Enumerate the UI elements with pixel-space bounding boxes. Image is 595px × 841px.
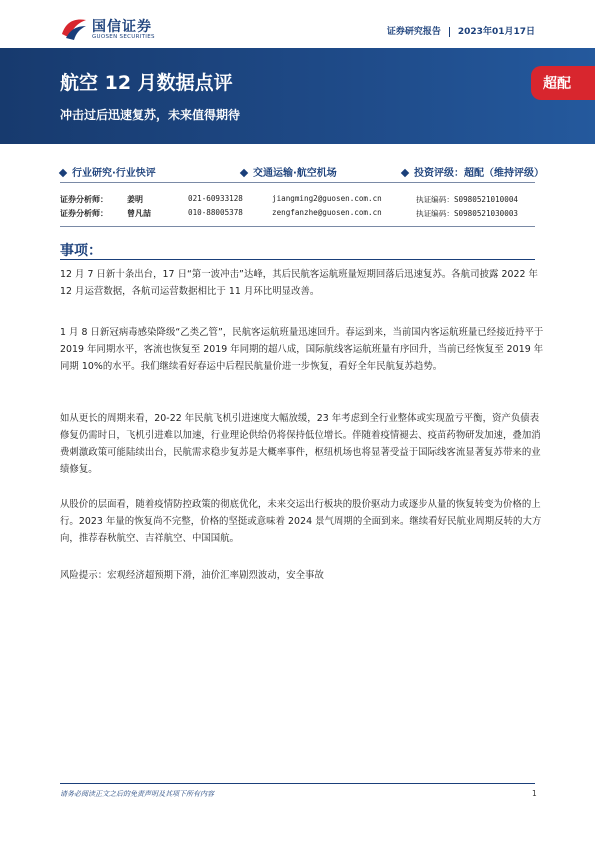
paragraph: 如从更长的周期来看，20-22 年民航飞机引进速度大幅放缓，23 年考虑到全行业整体或实现盈亏平衡，资产负债表修复仍需时日，飞机引进难以加速，行业理论供给仍将保持低位增长。伴随着疫情褪去、疫苗药物研发加速，叠加消费刺激政策可能陆续出台，民航需求稳步复苏是大概率事件，枢纽机场也将显著受益于国际线客流显著复苏带来的业绩修复。: [60, 413, 541, 475]
paragraph: 12 月 7 日新十条出台，17 日“第一波冲击”达峰，其后民航客运航班量短期回落后迅速复苏。各航司披露 2022 年 12 月运营数据，各航司运营数据相比于 11 月环比明显改善。: [60, 269, 538, 297]
analyst-email[interactable]: jiangming2@guosen.com.cn: [272, 194, 382, 203]
tag-rating-label: 投资评级：超配（维持评级）: [414, 168, 544, 179]
tag-rating: [402, 164, 544, 179]
analyst-email[interactable]: zengfanzhe@guosen.com.cn: [272, 208, 382, 217]
analyst-cert: 执证编码：S0980521010004: [416, 195, 518, 204]
analyst-name: 姜明: [127, 195, 143, 204]
report-date: 2023年01月17日: [457, 27, 535, 37]
divider: [60, 182, 535, 183]
title-banner: [0, 48, 595, 144]
analyst-cert: 执证编码：S0980521030003: [416, 209, 518, 218]
analyst-phone: 021-60933128: [188, 194, 243, 203]
diamond-bullet-icon: [59, 169, 67, 177]
page-number: 1: [532, 789, 537, 798]
section-title: 事项：: [60, 243, 102, 259]
risk-note: 风险提示：宏观经济超预期下滑，油价汇率剧烈波动，安全事故: [60, 570, 324, 581]
footer-disclaimer: 请务必阅读正文之后的免责声明及其项下所有内容: [60, 790, 214, 798]
report-type: 证券研究报告: [386, 27, 441, 37]
divider: [60, 226, 535, 227]
logo-english-name: GUOSEN SECURITIES: [92, 34, 155, 40]
paragraph: 从股价的层面看，随着疫情防控政策的彻底优化，未来交运出行板块的股价驱动力或逐步从量的恢复转变为价格的上行。2023 年量的恢复尚不完整，价格的坚挺或意味着 2024 景气周期的全面到来。继续看好民航业周期反转的大方向，推荐春秋航空、吉祥航空、中国国航。: [60, 499, 542, 544]
section-divider: [60, 259, 535, 260]
guosen-logo-icon: [60, 14, 88, 42]
report-subtitle: 冲击过后迅速复苏，未来值得期待: [60, 108, 241, 122]
report-meta: [387, 24, 535, 37]
tag-category-label: 行业研究·行业快评: [72, 168, 156, 179]
footer-divider: [60, 783, 535, 784]
paragraph: 1 月 8 日新冠病毒感染降级“乙类乙管”，民航客运航班量迅速回升。春运到来，当前国内客运航班量已经接近持平于 2019 年同期水平，客流也恢复至 2019 年同期的超八成，国际航线客运航班量有序回升，当前已经恢复至 2019 年同期 10%的水平。我们继续看好春运中后程民航量价进一步恢复，看好全年民航复苏趋势。: [60, 327, 544, 372]
tag-sector-label: 交通运输·航空机场: [253, 168, 337, 179]
rating-badge-label: 超配: [543, 76, 571, 92]
analyst-role: 证券分析师：: [60, 195, 108, 204]
diamond-bullet-icon: [240, 169, 248, 177]
header-divider: [449, 27, 450, 37]
report-title: 航空 12 月数据点评: [60, 72, 233, 94]
tag-sector: [241, 164, 337, 179]
tag-category: [60, 164, 156, 179]
logo-chinese-name: 国信证券: [92, 19, 152, 35]
rating-badge: [531, 66, 595, 100]
analyst-role: 证券分析师：: [60, 209, 108, 218]
company-logo: [60, 14, 170, 44]
analyst-name: 曾凡喆: [127, 209, 151, 218]
analyst-phone: 010-88005378: [188, 208, 243, 217]
diamond-bullet-icon: [401, 169, 409, 177]
